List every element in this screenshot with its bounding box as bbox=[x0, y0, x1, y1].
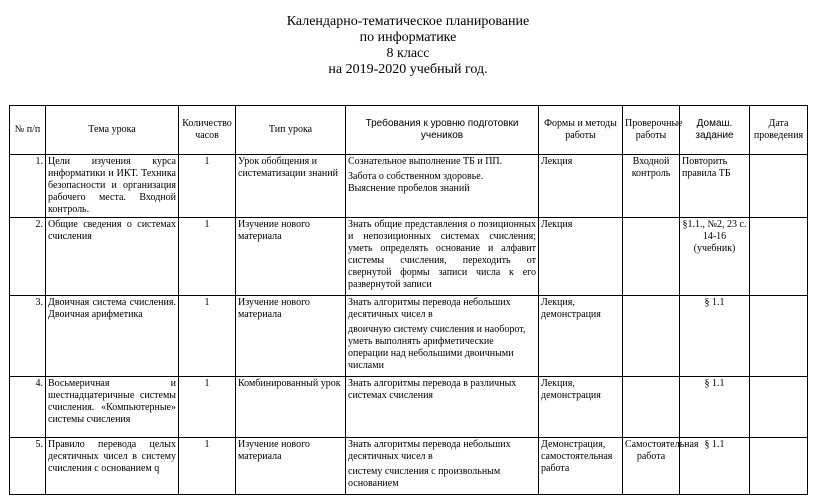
row-type: Изучение нового материала bbox=[236, 438, 346, 495]
header-forms: Формы и методы работы bbox=[539, 106, 623, 155]
row-date bbox=[750, 377, 808, 438]
row-hours: 1 bbox=[179, 155, 236, 218]
row-topic: Цели изучения курса информатики и ИКТ. Техника безопасности и организация рабочего места. Входной контроль. bbox=[46, 155, 179, 218]
table-row bbox=[10, 438, 808, 495]
row-homework: § 1.1 bbox=[680, 438, 750, 495]
row-topic: Правило перевода целых десятичных чисел в систему счисления с основанием q bbox=[46, 438, 179, 495]
title-line-2: по информатике bbox=[359, 30, 457, 45]
requirement-text: Знать общие представления о позиционных и непозиционных системах счисления; уметь определять основание и алфавит системы счисления, переходить от свернутой формы записи числа к его развернутой записи bbox=[348, 219, 536, 290]
row-homework: §1.1., №2, 23 с. 14-16 (учебник) bbox=[680, 218, 750, 296]
row-num: 5. bbox=[10, 438, 46, 495]
row-topic: Двоичная система счисления. Двоичная арифметика bbox=[46, 296, 179, 377]
row-topic: Общие сведения о системах счисления bbox=[46, 218, 179, 296]
row-checks bbox=[623, 377, 680, 438]
row-forms: Лекция bbox=[539, 155, 623, 218]
table-row bbox=[10, 155, 808, 218]
row-num: 3. bbox=[10, 296, 46, 377]
row-requirements bbox=[346, 438, 539, 495]
header-date: Дата проведения bbox=[750, 106, 808, 155]
row-hours: 1 bbox=[179, 377, 236, 438]
row-forms: Лекция, демонстрация bbox=[539, 377, 623, 438]
table-row bbox=[10, 377, 808, 438]
title-line-4: на 2019-2020 учебный год. bbox=[328, 62, 488, 77]
table-row bbox=[10, 218, 808, 296]
row-requirements bbox=[346, 155, 539, 218]
requirement-text: двоичную систему счисления и наоборот, уметь выполнять арифметические операции над небольшими двоичными числами bbox=[348, 324, 526, 371]
row-requirements bbox=[346, 296, 539, 377]
row-num: 1. bbox=[10, 155, 46, 218]
table-row bbox=[10, 296, 808, 377]
title-line-1: Календарно-тематическое планирование bbox=[286, 14, 530, 29]
row-type: Комбинированный урок bbox=[236, 377, 346, 438]
row-date bbox=[750, 438, 808, 495]
row-date bbox=[750, 296, 808, 377]
row-type: Изучение нового материала bbox=[236, 218, 346, 296]
row-num: 4. bbox=[10, 377, 46, 438]
row-checks: Самостоятельная работа bbox=[623, 438, 680, 495]
header-checks: Проверочные работы bbox=[623, 106, 680, 155]
row-homework: Повторить правила ТБ bbox=[680, 155, 750, 218]
requirement-text: систему счисления с произвольным основанием bbox=[348, 466, 501, 489]
row-requirements bbox=[346, 218, 539, 296]
requirement-text: Знать алгоритмы перевода небольших десятичных чисел в bbox=[348, 439, 511, 462]
row-requirements bbox=[346, 377, 539, 438]
header-row bbox=[10, 106, 808, 155]
row-num: 2. bbox=[10, 218, 46, 296]
header-requirements: Требования к уровню подготовки учеников bbox=[346, 106, 539, 155]
planning-table bbox=[9, 105, 808, 495]
title-line-3: 8 класс bbox=[386, 46, 430, 61]
row-hours: 1 bbox=[179, 296, 236, 377]
row-type: Изучение нового материала bbox=[236, 296, 346, 377]
header-homework: Домаш. задание bbox=[680, 106, 750, 155]
row-forms: Лекция, демонстрация bbox=[539, 296, 623, 377]
row-checks bbox=[623, 296, 680, 377]
requirement-text: Сознательное выполнение ТБ и ПП. bbox=[348, 156, 503, 167]
row-topic: Восьмеричная и шестнадцатеричные системы счисления. «Компьютерные» системы счисления bbox=[46, 377, 179, 438]
header-num: № п/п bbox=[10, 106, 46, 155]
row-forms: Демонстрация, самостоятельная работа bbox=[539, 438, 623, 495]
row-hours: 1 bbox=[179, 438, 236, 495]
row-homework: § 1.1 bbox=[680, 377, 750, 438]
row-checks bbox=[623, 218, 680, 296]
row-date bbox=[750, 155, 808, 218]
header-type: Тип урока bbox=[236, 106, 346, 155]
row-forms: Лекция bbox=[539, 218, 623, 296]
row-homework: § 1.1 bbox=[680, 296, 750, 377]
header-topic: Тема урока bbox=[46, 106, 179, 155]
requirement-text: Забота о собственном здоровье. bbox=[348, 171, 484, 182]
header-hours: Количество часов bbox=[179, 106, 236, 155]
row-type: Урок обобщения и систематизации знаний bbox=[236, 155, 346, 218]
row-checks: Входной контроль bbox=[623, 155, 680, 218]
requirement-text: Выяснение пробелов знаний bbox=[348, 183, 470, 194]
row-date bbox=[750, 218, 808, 296]
row-hours: 1 bbox=[179, 218, 236, 296]
document-title bbox=[0, 14, 816, 78]
requirement-text: Знать алгоритмы перевода небольших десятичных чисел в bbox=[348, 297, 511, 320]
requirement-text: Знать алгоритмы перевода в различных системах счисления bbox=[348, 378, 517, 401]
